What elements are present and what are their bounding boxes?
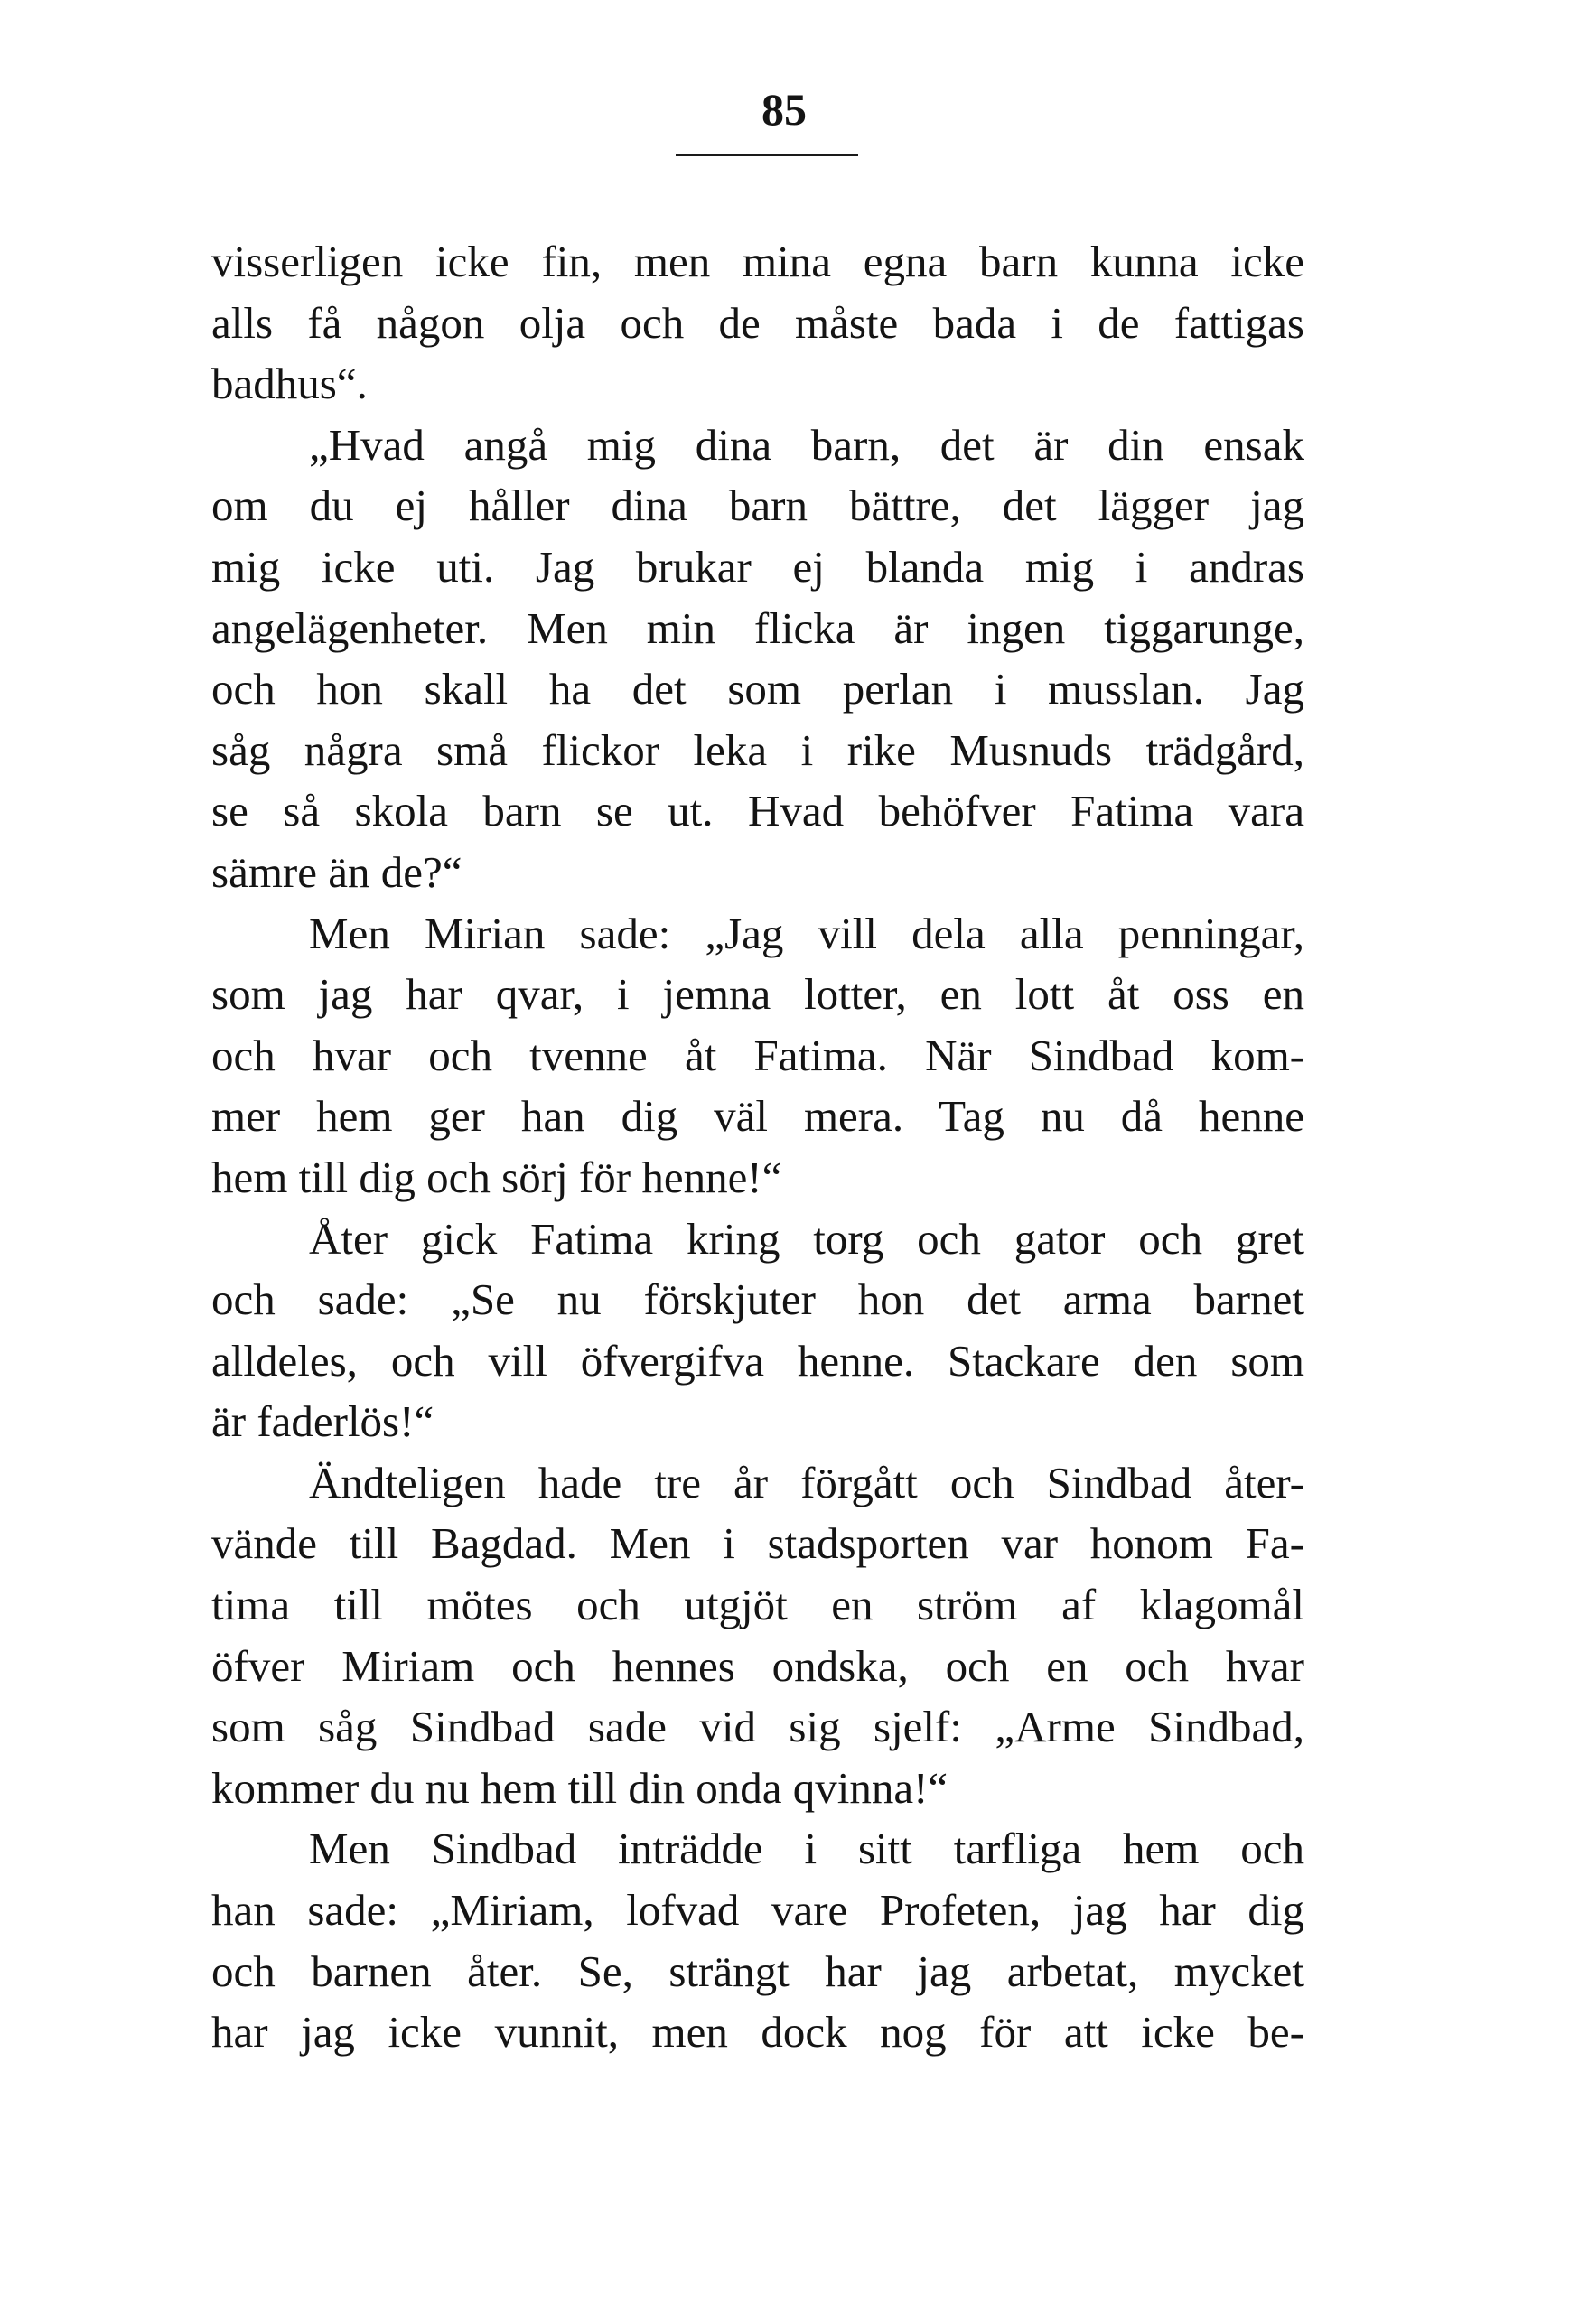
text-line: mer hem ger han dig väl mera. Tag nu då henne	[211, 1091, 1304, 1142]
text-line: är faderlös!“	[211, 1396, 434, 1447]
header-rule	[676, 154, 858, 156]
text-line: Ändteligen hade tre år förgått och Sindbad åter-	[309, 1457, 1304, 1507]
text-line: visserligen icke fin, men mina egna barn kunna icke	[211, 237, 1304, 286]
text-line: tima till mötes och utgjöt en ström af klagomål	[211, 1580, 1304, 1630]
text-line: kommer du nu hem till din onda qvinna!“	[211, 1762, 948, 1813]
page-number-text: 85	[761, 84, 807, 135]
text-line: sämre än de?“	[211, 846, 462, 897]
text-line: och hvar och tvenne åt Fatima. När Sindbad kom-	[211, 1030, 1304, 1080]
text-line: och barnen åter. Se, strängt har jag arbetat, mycket	[211, 1946, 1304, 1996]
text-line: alldeles, och vill öfvergifva henne. Stackare den som	[211, 1335, 1304, 1386]
text-line: om du ej håller dina barn bättre, det lägger jag	[211, 481, 1304, 531]
text-line: Men Mirian sade: „Jag vill dela alla penningar,	[309, 908, 1304, 958]
text-line: öfver Miriam och hennes ondska, och en och hvar	[211, 1640, 1304, 1691]
text-line: Åter gick Fatima kring torg och gator och gret	[309, 1213, 1304, 1264]
text-line: se så skola barn se ut. Hvad behöfver Fatima vara	[211, 786, 1304, 836]
text-line: alls få någon olja och de måste bada i de fattigas	[211, 297, 1304, 348]
text-line: och sade: „Se nu förskjuter hon det arma barnet	[211, 1274, 1304, 1325]
text-line: hem till dig och sörj för henne!“	[211, 1152, 782, 1202]
text-line: som jag har qvar, i jemna lotter, en lott åt oss en	[211, 969, 1304, 1020]
text-line: „Hvad angå mig dina barn, det är din ensak	[309, 419, 1304, 470]
text-line: han sade: „Miriam, lofvad vare Profeten, jag har dig	[211, 1885, 1304, 1936]
body-text	[211, 231, 1304, 2063]
text-line: såg några små flickor leka i rike Musnuds trädgård,	[211, 724, 1304, 775]
text-line: badhus“.	[211, 359, 368, 409]
text-line: angelägenheter. Men min flicka är ingen tiggarunge,	[211, 602, 1304, 653]
text-line: mig icke uti. Jag brukar ej blanda mig i andras	[211, 541, 1304, 592]
text-line: vände till Bagdad. Men i stadsporten var honom Fa-	[211, 1518, 1304, 1569]
text-line: som såg Sindbad sade vid sig sjelf: „Arme Sindbad,	[211, 1702, 1304, 1752]
page-number	[0, 84, 1579, 135]
text-line: har jag icke vunnit, men dock nog för att icke be-	[211, 2007, 1304, 2058]
text-line: Men Sindbad inträdde i sitt tarfliga hem och	[309, 1824, 1304, 1874]
text-line: och hon skall ha det som perlan i musslan. Jag	[211, 664, 1304, 714]
